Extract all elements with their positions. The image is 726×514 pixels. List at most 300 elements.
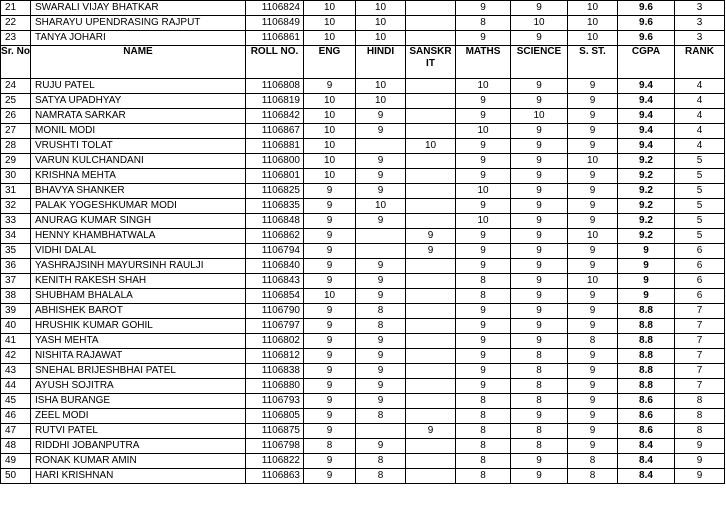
cell-cgpa: 9.4 bbox=[618, 124, 675, 139]
cell-maths: 8 bbox=[456, 289, 511, 304]
cell-sanskrit: 9 bbox=[406, 229, 456, 244]
cell-name: RUJU PATEL bbox=[31, 79, 246, 94]
cell-name: BHAVYA SHANKER bbox=[31, 184, 246, 199]
cell-eng: 9 bbox=[304, 364, 356, 379]
cell-rank: 4 bbox=[675, 79, 725, 94]
cell-eng: 9 bbox=[304, 334, 356, 349]
cell-sst: 9 bbox=[568, 214, 618, 229]
cell-hindi: 9 bbox=[356, 124, 406, 139]
cell-sst: 10 bbox=[568, 229, 618, 244]
cell-cgpa: 8.4 bbox=[618, 454, 675, 469]
cell-sanskrit: 9 bbox=[406, 424, 456, 439]
cell-cgpa: 9.2 bbox=[618, 229, 675, 244]
cell-roll: 1106861 bbox=[246, 31, 304, 46]
table-row bbox=[1, 229, 725, 244]
cell-rank: 7 bbox=[675, 319, 725, 334]
cell-eng: 10 bbox=[304, 124, 356, 139]
cell-science: 9 bbox=[511, 274, 568, 289]
cell-sst: 9 bbox=[568, 349, 618, 364]
table-row bbox=[1, 334, 725, 349]
cell-hindi bbox=[356, 139, 406, 154]
cell-sanskrit bbox=[406, 349, 456, 364]
cell-cgpa: 8.8 bbox=[618, 319, 675, 334]
cell-sst: 8 bbox=[568, 454, 618, 469]
cell-sr: 24 bbox=[1, 79, 31, 94]
table-row bbox=[1, 199, 725, 214]
cell-science: 9 bbox=[511, 139, 568, 154]
cell-name: HARI KRISHNAN bbox=[31, 469, 246, 484]
cell-rank: 7 bbox=[675, 379, 725, 394]
cell-rank: 7 bbox=[675, 349, 725, 364]
cell-sst: 9 bbox=[568, 409, 618, 424]
cell-rank: 7 bbox=[675, 334, 725, 349]
cell-hindi: 10 bbox=[356, 79, 406, 94]
cell-sr: 44 bbox=[1, 379, 31, 394]
cell-hindi: 9 bbox=[356, 214, 406, 229]
cell-roll: 1106862 bbox=[246, 229, 304, 244]
cell-eng: 10 bbox=[304, 289, 356, 304]
cell-hindi: 8 bbox=[356, 469, 406, 484]
cell-maths: 8 bbox=[456, 394, 511, 409]
cell-eng: 9 bbox=[304, 349, 356, 364]
header-hindi: HINDI bbox=[356, 46, 406, 79]
cell-rank: 4 bbox=[675, 139, 725, 154]
cell-hindi: 10 bbox=[356, 199, 406, 214]
cell-rank: 5 bbox=[675, 169, 725, 184]
cell-hindi bbox=[356, 229, 406, 244]
cell-science: 9 bbox=[511, 169, 568, 184]
cell-eng: 10 bbox=[304, 1, 356, 16]
cell-science: 9 bbox=[511, 124, 568, 139]
cell-eng: 10 bbox=[304, 139, 356, 154]
cell-rank: 3 bbox=[675, 16, 725, 31]
cell-eng: 9 bbox=[304, 409, 356, 424]
cell-sanskrit bbox=[406, 31, 456, 46]
cell-science: 8 bbox=[511, 364, 568, 379]
cell-hindi: 8 bbox=[356, 409, 406, 424]
table-row bbox=[1, 424, 725, 439]
cell-sst: 9 bbox=[568, 379, 618, 394]
cell-sanskrit bbox=[406, 439, 456, 454]
cell-sanskrit bbox=[406, 94, 456, 109]
cell-hindi: 9 bbox=[356, 169, 406, 184]
cell-rank: 4 bbox=[675, 94, 725, 109]
main-rows bbox=[1, 79, 725, 484]
cell-sanskrit: 9 bbox=[406, 244, 456, 259]
cell-roll: 1106819 bbox=[246, 94, 304, 109]
cell-hindi bbox=[356, 424, 406, 439]
cell-hindi: 9 bbox=[356, 349, 406, 364]
cell-roll: 1106880 bbox=[246, 379, 304, 394]
cell-roll: 1106808 bbox=[246, 79, 304, 94]
cell-science: 9 bbox=[511, 31, 568, 46]
table-row bbox=[1, 184, 725, 199]
cell-sr: 21 bbox=[1, 1, 31, 16]
cell-maths: 9 bbox=[456, 319, 511, 334]
cell-hindi: 10 bbox=[356, 1, 406, 16]
cell-sanskrit bbox=[406, 364, 456, 379]
cell-roll: 1106875 bbox=[246, 424, 304, 439]
cell-sanskrit bbox=[406, 334, 456, 349]
cell-eng: 10 bbox=[304, 16, 356, 31]
cell-roll: 1106822 bbox=[246, 454, 304, 469]
header-maths: MATHS bbox=[456, 46, 511, 79]
cell-sanskrit bbox=[406, 379, 456, 394]
cell-sanskrit bbox=[406, 319, 456, 334]
cell-name: RONAK KUMAR AMIN bbox=[31, 454, 246, 469]
cell-hindi: 8 bbox=[356, 319, 406, 334]
cell-roll: 1106835 bbox=[246, 199, 304, 214]
cell-rank: 5 bbox=[675, 154, 725, 169]
cell-maths: 9 bbox=[456, 169, 511, 184]
table-row bbox=[1, 154, 725, 169]
cell-roll: 1106881 bbox=[246, 139, 304, 154]
cell-sr: 26 bbox=[1, 109, 31, 124]
cell-sanskrit bbox=[406, 109, 456, 124]
cell-rank: 6 bbox=[675, 259, 725, 274]
cell-hindi: 9 bbox=[356, 109, 406, 124]
cell-roll: 1106793 bbox=[246, 394, 304, 409]
cell-maths: 9 bbox=[456, 109, 511, 124]
cell-maths: 9 bbox=[456, 304, 511, 319]
cell-cgpa: 8.8 bbox=[618, 379, 675, 394]
cell-cgpa: 9.6 bbox=[618, 31, 675, 46]
cell-cgpa: 9 bbox=[618, 259, 675, 274]
cell-rank: 6 bbox=[675, 289, 725, 304]
cell-rank: 4 bbox=[675, 109, 725, 124]
cell-cgpa: 9 bbox=[618, 274, 675, 289]
cell-sr: 46 bbox=[1, 409, 31, 424]
cell-science: 9 bbox=[511, 214, 568, 229]
cell-rank: 4 bbox=[675, 124, 725, 139]
cell-science: 9 bbox=[511, 319, 568, 334]
cell-sst: 9 bbox=[568, 124, 618, 139]
cell-cgpa: 9.4 bbox=[618, 94, 675, 109]
cell-name: YASHRAJSINH MAYURSINH RAULJI bbox=[31, 259, 246, 274]
table-row bbox=[1, 244, 725, 259]
cell-cgpa: 8.6 bbox=[618, 409, 675, 424]
cell-eng: 9 bbox=[304, 304, 356, 319]
cell-maths: 10 bbox=[456, 124, 511, 139]
cell-hindi: 9 bbox=[356, 184, 406, 199]
cell-roll: 1106867 bbox=[246, 124, 304, 139]
cell-sst: 9 bbox=[568, 139, 618, 154]
cell-hindi: 9 bbox=[356, 439, 406, 454]
cell-maths: 10 bbox=[456, 79, 511, 94]
cell-roll: 1106797 bbox=[246, 319, 304, 334]
cell-cgpa: 8.8 bbox=[618, 349, 675, 364]
cell-name: HENNY KHAMBHATWALA bbox=[31, 229, 246, 244]
cell-rank: 8 bbox=[675, 394, 725, 409]
table-row bbox=[1, 79, 725, 94]
cell-sr: 27 bbox=[1, 124, 31, 139]
cell-maths: 8 bbox=[456, 454, 511, 469]
cell-cgpa: 8.8 bbox=[618, 334, 675, 349]
cell-sr: 43 bbox=[1, 364, 31, 379]
cell-rank: 7 bbox=[675, 304, 725, 319]
cell-roll: 1106824 bbox=[246, 1, 304, 16]
header-eng: ENG bbox=[304, 46, 356, 79]
cell-roll: 1106794 bbox=[246, 244, 304, 259]
cell-hindi: 9 bbox=[356, 289, 406, 304]
cell-eng: 9 bbox=[304, 379, 356, 394]
cell-roll: 1106842 bbox=[246, 109, 304, 124]
cell-sr: 32 bbox=[1, 199, 31, 214]
cell-cgpa: 9.2 bbox=[618, 199, 675, 214]
cell-hindi: 9 bbox=[356, 394, 406, 409]
cell-roll: 1106801 bbox=[246, 169, 304, 184]
cell-science: 9 bbox=[511, 469, 568, 484]
cell-sanskrit bbox=[406, 169, 456, 184]
cell-name: AYUSH SOJITRA bbox=[31, 379, 246, 394]
cell-name: SHARAYU UPENDRASING RAJPUT bbox=[31, 16, 246, 31]
cell-roll: 1106805 bbox=[246, 409, 304, 424]
cell-maths: 9 bbox=[456, 364, 511, 379]
cell-hindi: 9 bbox=[356, 154, 406, 169]
table-row bbox=[1, 379, 725, 394]
cell-eng: 9 bbox=[304, 274, 356, 289]
cell-roll: 1106843 bbox=[246, 274, 304, 289]
cell-cgpa: 9.6 bbox=[618, 1, 675, 16]
top-rows bbox=[1, 1, 725, 46]
cell-hindi: 9 bbox=[356, 364, 406, 379]
cell-cgpa: 9.4 bbox=[618, 109, 675, 124]
cell-cgpa: 9.2 bbox=[618, 169, 675, 184]
cell-roll: 1106854 bbox=[246, 289, 304, 304]
cell-eng: 9 bbox=[304, 259, 356, 274]
table-row bbox=[1, 214, 725, 229]
cell-maths: 8 bbox=[456, 409, 511, 424]
cell-name: NAMRATA SARKAR bbox=[31, 109, 246, 124]
cell-name: VIDHI DALAL bbox=[31, 244, 246, 259]
cell-eng: 9 bbox=[304, 394, 356, 409]
cell-name: RUTVI PATEL bbox=[31, 424, 246, 439]
cell-science: 9 bbox=[511, 184, 568, 199]
cell-hindi: 10 bbox=[356, 94, 406, 109]
cell-eng: 10 bbox=[304, 154, 356, 169]
cell-science: 9 bbox=[511, 79, 568, 94]
cell-sr: 35 bbox=[1, 244, 31, 259]
cell-hindi: 10 bbox=[356, 31, 406, 46]
cell-rank: 3 bbox=[675, 1, 725, 16]
cell-maths: 9 bbox=[456, 349, 511, 364]
cell-science: 10 bbox=[511, 16, 568, 31]
cell-eng: 9 bbox=[304, 244, 356, 259]
cell-name: ISHA BURANGE bbox=[31, 394, 246, 409]
cell-sst: 9 bbox=[568, 184, 618, 199]
cell-maths: 10 bbox=[456, 184, 511, 199]
cell-eng: 9 bbox=[304, 79, 356, 94]
cell-eng: 9 bbox=[304, 319, 356, 334]
cell-sr: 49 bbox=[1, 454, 31, 469]
cell-sanskrit bbox=[406, 214, 456, 229]
cell-sst: 10 bbox=[568, 31, 618, 46]
cell-cgpa: 8.4 bbox=[618, 469, 675, 484]
cell-cgpa: 9 bbox=[618, 289, 675, 304]
cell-maths: 9 bbox=[456, 31, 511, 46]
cell-name: SWARALI VIJAY BHATKAR bbox=[31, 1, 246, 16]
cell-maths: 9 bbox=[456, 139, 511, 154]
cell-sst: 10 bbox=[568, 154, 618, 169]
cell-maths: 9 bbox=[456, 94, 511, 109]
cell-sr: 39 bbox=[1, 304, 31, 319]
cell-sanskrit bbox=[406, 304, 456, 319]
cell-sst: 9 bbox=[568, 94, 618, 109]
cell-sr: 30 bbox=[1, 169, 31, 184]
cell-rank: 8 bbox=[675, 424, 725, 439]
cell-rank: 8 bbox=[675, 409, 725, 424]
cell-roll: 1106849 bbox=[246, 16, 304, 31]
cell-rank: 3 bbox=[675, 31, 725, 46]
cell-sst: 8 bbox=[568, 469, 618, 484]
cell-eng: 8 bbox=[304, 439, 356, 454]
cell-sst: 9 bbox=[568, 79, 618, 94]
cell-hindi: 9 bbox=[356, 334, 406, 349]
cell-cgpa: 9.2 bbox=[618, 154, 675, 169]
table-row bbox=[1, 439, 725, 454]
table-row bbox=[1, 274, 725, 289]
cell-rank: 9 bbox=[675, 454, 725, 469]
cell-maths: 9 bbox=[456, 199, 511, 214]
cell-sr: 40 bbox=[1, 319, 31, 334]
cell-maths: 8 bbox=[456, 424, 511, 439]
cell-roll: 1106800 bbox=[246, 154, 304, 169]
cell-sr: 34 bbox=[1, 229, 31, 244]
cell-sr: 42 bbox=[1, 349, 31, 364]
table-row bbox=[1, 349, 725, 364]
cell-name: ZEEL MODI bbox=[31, 409, 246, 424]
table-row bbox=[1, 139, 725, 154]
header-sst: S. ST. bbox=[568, 46, 618, 79]
cell-sanskrit bbox=[406, 16, 456, 31]
cell-roll: 1106790 bbox=[246, 304, 304, 319]
cell-name: KENITH RAKESH SHAH bbox=[31, 274, 246, 289]
cell-maths: 8 bbox=[456, 439, 511, 454]
table-row bbox=[1, 1, 725, 16]
cell-maths: 9 bbox=[456, 244, 511, 259]
cell-sanskrit bbox=[406, 199, 456, 214]
cell-eng: 10 bbox=[304, 94, 356, 109]
cell-name: MONIL MODI bbox=[31, 124, 246, 139]
cell-science: 8 bbox=[511, 424, 568, 439]
cell-sanskrit bbox=[406, 469, 456, 484]
cell-hindi: 10 bbox=[356, 16, 406, 31]
cell-sanskrit bbox=[406, 154, 456, 169]
cell-eng: 9 bbox=[304, 199, 356, 214]
table-row bbox=[1, 109, 725, 124]
cell-sr: 31 bbox=[1, 184, 31, 199]
cell-science: 9 bbox=[511, 289, 568, 304]
cell-cgpa: 9.2 bbox=[618, 184, 675, 199]
cell-hindi: 8 bbox=[356, 454, 406, 469]
cell-maths: 9 bbox=[456, 334, 511, 349]
cell-science: 8 bbox=[511, 379, 568, 394]
table-row bbox=[1, 124, 725, 139]
cell-maths: 9 bbox=[456, 259, 511, 274]
cell-rank: 5 bbox=[675, 229, 725, 244]
cell-hindi: 9 bbox=[356, 274, 406, 289]
cell-sanskrit bbox=[406, 409, 456, 424]
cell-sst: 9 bbox=[568, 109, 618, 124]
cell-roll: 1106825 bbox=[246, 184, 304, 199]
cell-sanskrit bbox=[406, 184, 456, 199]
table-row bbox=[1, 409, 725, 424]
table-row bbox=[1, 289, 725, 304]
cell-rank: 5 bbox=[675, 199, 725, 214]
cell-cgpa: 8.8 bbox=[618, 304, 675, 319]
cell-sr: 23 bbox=[1, 31, 31, 46]
cell-sr: 33 bbox=[1, 214, 31, 229]
cell-science: 9 bbox=[511, 154, 568, 169]
cell-science: 9 bbox=[511, 1, 568, 16]
table-row bbox=[1, 364, 725, 379]
header-sr: Sr. No bbox=[1, 46, 31, 79]
cell-roll: 1106838 bbox=[246, 364, 304, 379]
cell-eng: 10 bbox=[304, 169, 356, 184]
cell-science: 9 bbox=[511, 244, 568, 259]
header-rank: RANK bbox=[675, 46, 725, 79]
cell-name: SATYA UPADHYAY bbox=[31, 94, 246, 109]
cell-cgpa: 8.4 bbox=[618, 439, 675, 454]
cell-maths: 9 bbox=[456, 154, 511, 169]
cell-name: RIDDHI JOBANPUTRA bbox=[31, 439, 246, 454]
cell-sr: 29 bbox=[1, 154, 31, 169]
cell-sr: 41 bbox=[1, 334, 31, 349]
cell-eng: 10 bbox=[304, 31, 356, 46]
cell-sanskrit: 10 bbox=[406, 139, 456, 154]
cell-science: 9 bbox=[511, 334, 568, 349]
cell-sr: 25 bbox=[1, 94, 31, 109]
cell-hindi: 9 bbox=[356, 259, 406, 274]
cell-eng: 9 bbox=[304, 184, 356, 199]
cell-science: 9 bbox=[511, 454, 568, 469]
cell-sst: 10 bbox=[568, 1, 618, 16]
cell-sst: 9 bbox=[568, 169, 618, 184]
cell-roll: 1106863 bbox=[246, 469, 304, 484]
table-row bbox=[1, 304, 725, 319]
cell-rank: 7 bbox=[675, 364, 725, 379]
cell-sanskrit bbox=[406, 394, 456, 409]
cell-sst: 9 bbox=[568, 319, 618, 334]
cell-maths: 9 bbox=[456, 229, 511, 244]
header-row-group bbox=[1, 46, 725, 79]
cell-hindi: 9 bbox=[356, 379, 406, 394]
cell-eng: 9 bbox=[304, 229, 356, 244]
cell-science: 10 bbox=[511, 109, 568, 124]
cell-cgpa: 9.2 bbox=[618, 214, 675, 229]
cell-cgpa: 9.6 bbox=[618, 16, 675, 31]
cell-sanskrit bbox=[406, 259, 456, 274]
cell-roll: 1106848 bbox=[246, 214, 304, 229]
cell-name: SNEHAL BRIJESHBHAI PATEL bbox=[31, 364, 246, 379]
cell-sr: 22 bbox=[1, 16, 31, 31]
cell-roll: 1106798 bbox=[246, 439, 304, 454]
cell-sst: 9 bbox=[568, 394, 618, 409]
cell-sr: 38 bbox=[1, 289, 31, 304]
cell-name: VARUN KULCHANDANI bbox=[31, 154, 246, 169]
cell-rank: 5 bbox=[675, 214, 725, 229]
cell-maths: 8 bbox=[456, 469, 511, 484]
cell-cgpa: 9.4 bbox=[618, 139, 675, 154]
cell-sr: 37 bbox=[1, 274, 31, 289]
cell-rank: 9 bbox=[675, 439, 725, 454]
table-row bbox=[1, 319, 725, 334]
cell-eng: 9 bbox=[304, 214, 356, 229]
table-row bbox=[1, 259, 725, 274]
cell-name: NISHITA RAJAWAT bbox=[31, 349, 246, 364]
cell-rank: 9 bbox=[675, 469, 725, 484]
cell-rank: 5 bbox=[675, 184, 725, 199]
